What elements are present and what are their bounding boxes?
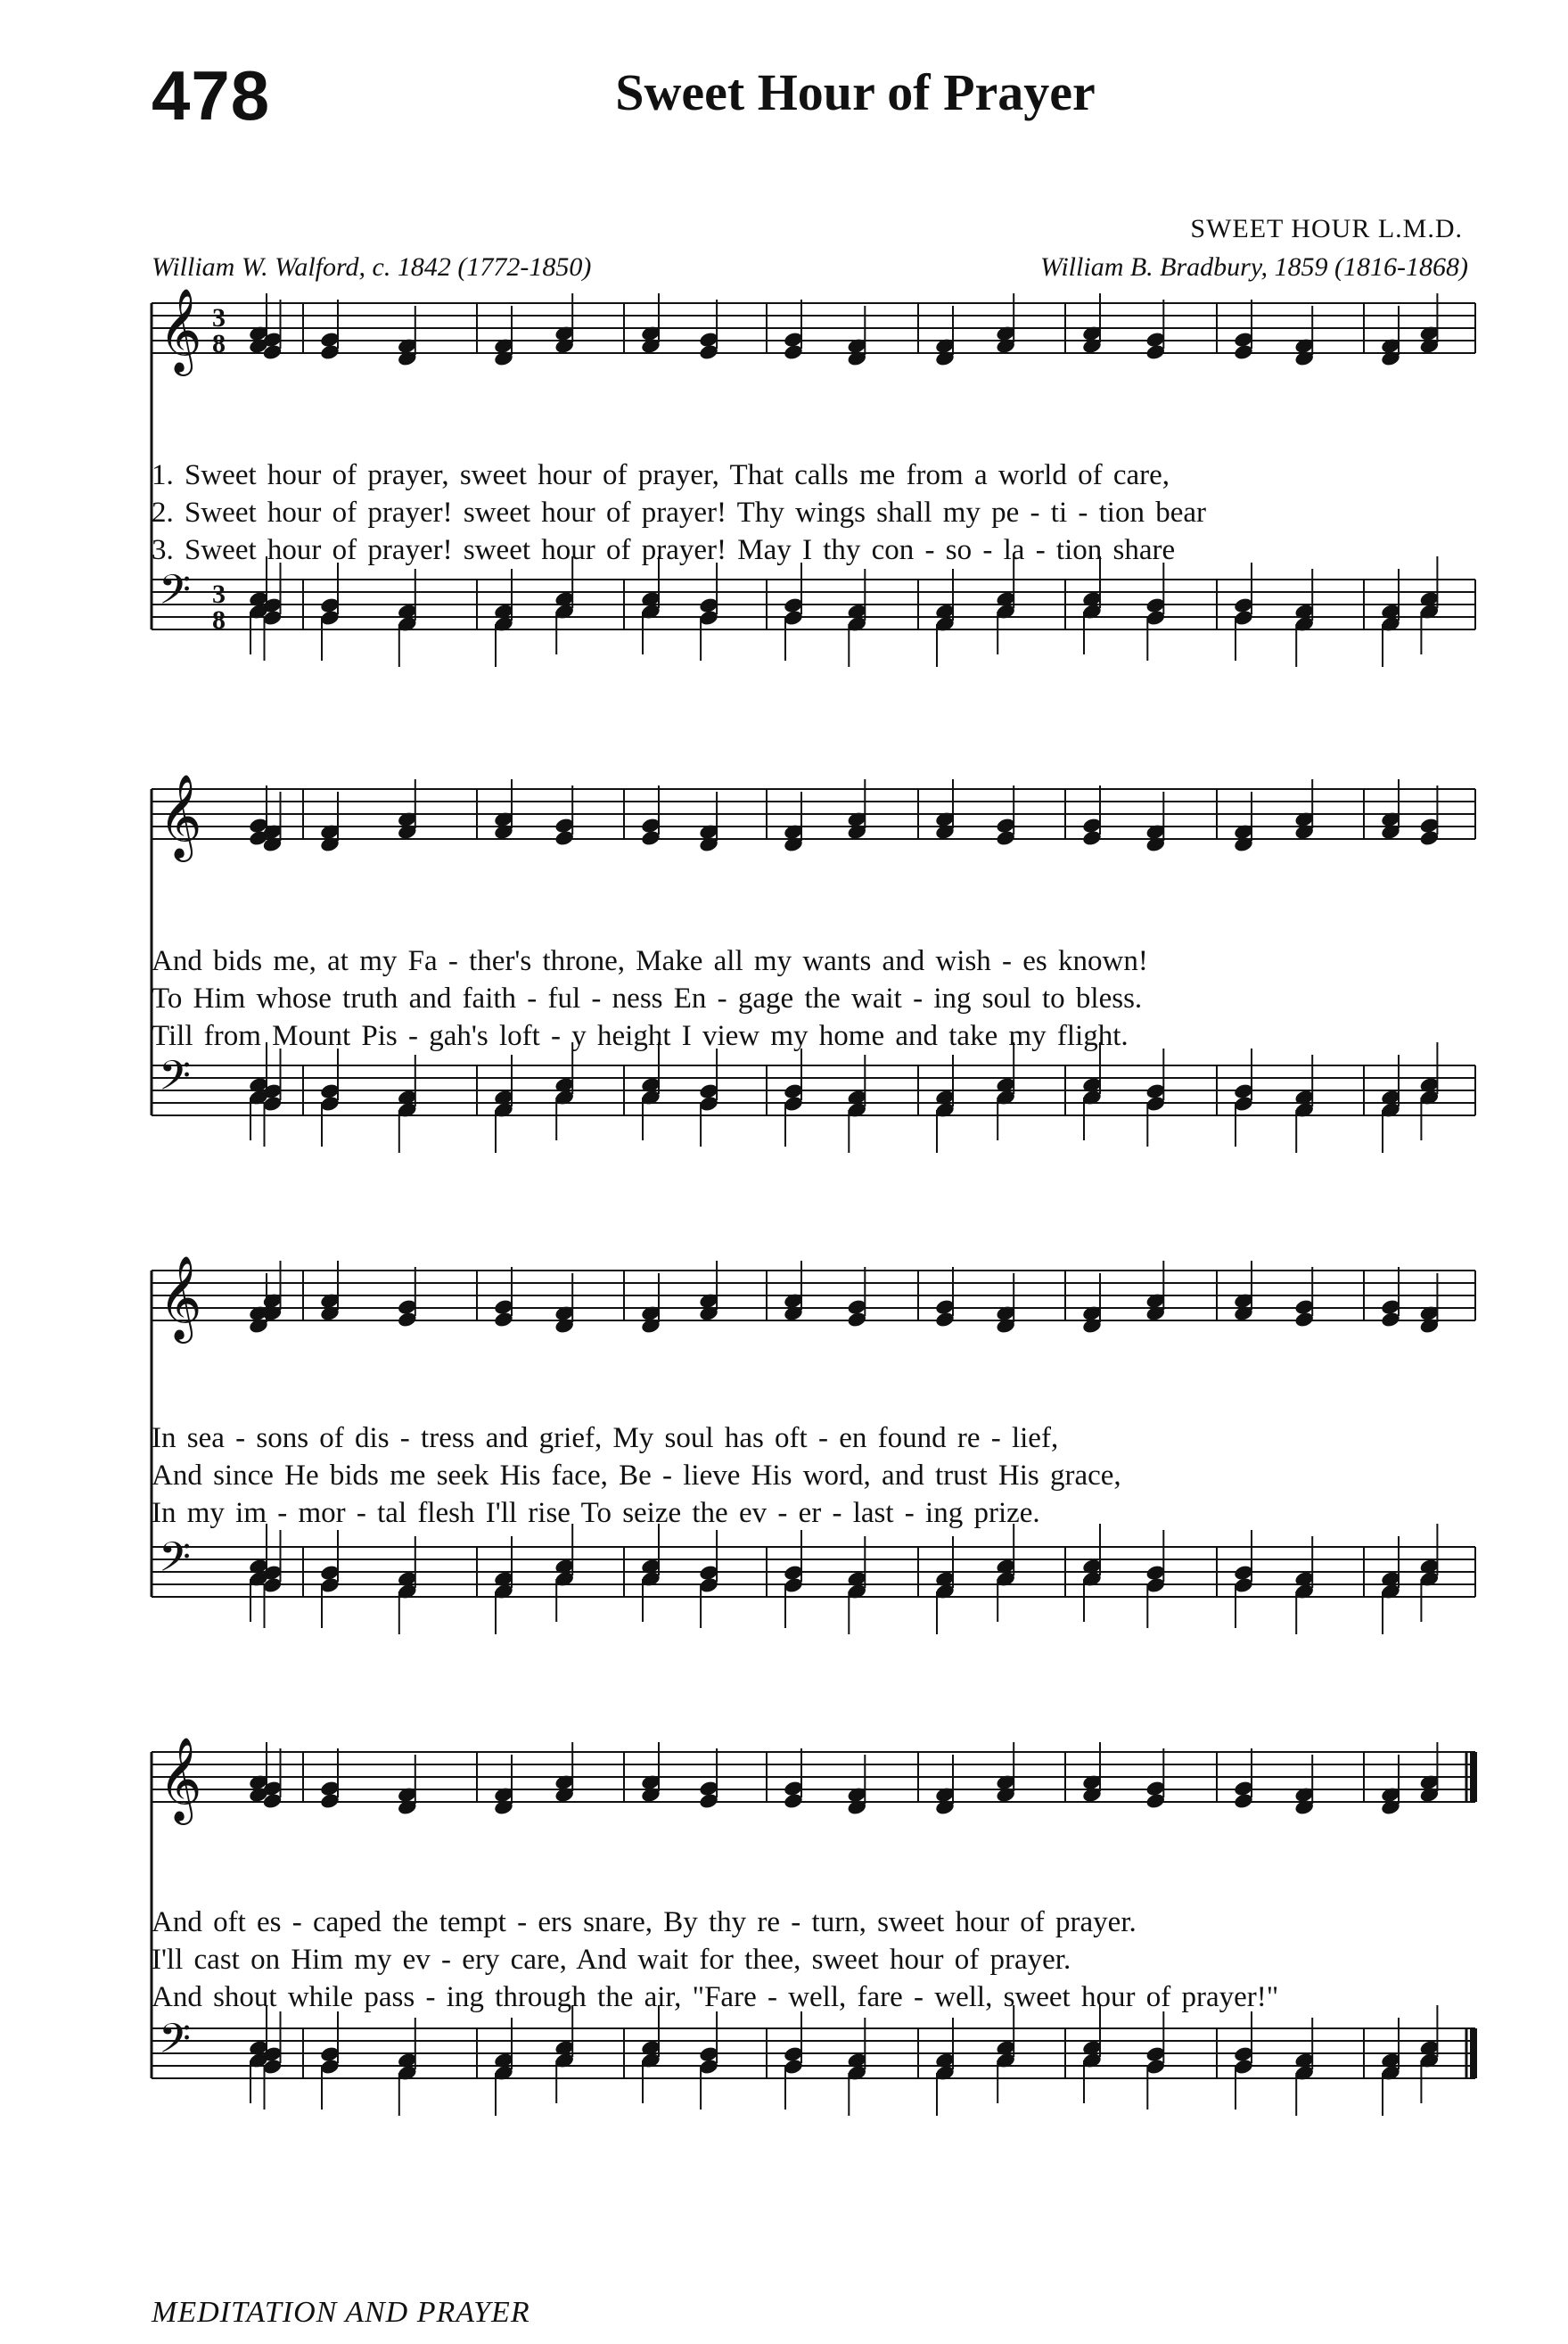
treble-clef-icon: 𝄞 — [159, 1737, 202, 1822]
lyric-line: Till from Mount Pis - gah's loft - y height I view my home and take my flight. — [152, 1020, 1129, 1052]
hymn-number: 478 — [152, 56, 271, 135]
hymn-title: Sweet Hour of Prayer — [615, 63, 1096, 121]
time-signature-top: 3 — [212, 580, 226, 609]
lyric-line: 2. Sweet hour of prayer! sweet hour of prayer! Thy wings shall my pe - ti - tion bear — [152, 497, 1206, 529]
tune-name: SWEET HOUR L.M.D. — [1190, 214, 1463, 243]
words-credit: William W. Walford, c. 1842 (1772-1850) — [152, 252, 592, 282]
bass-clef-icon: 𝄢 — [159, 1534, 192, 1591]
bass-clef-icon: 𝄢 — [159, 2015, 192, 2073]
treble-clef-icon: 𝄞 — [159, 1255, 202, 1340]
lyric-line: 1. Sweet hour of prayer, sweet hour of prayer, That calls me from a world of care, — [152, 459, 1170, 491]
treble-clef-icon: 𝄞 — [159, 774, 202, 859]
treble-clef-icon: 𝄞 — [159, 288, 202, 373]
music-credit: William B. Bradbury, 1859 (1816-1868) — [1040, 252, 1468, 282]
lyric-line: And since He bids me seek His face, Be - lieve His word, and trust His grace, — [152, 1460, 1121, 1492]
lyric-line: And bids me, at my Fa - ther's throne, Make all my wants and wish - es known! — [152, 945, 1148, 977]
time-signature-bottom: 8 — [212, 605, 226, 635]
lyric-line: 3. Sweet hour of prayer! sweet hour of prayer! May I thy con - so - la - tion share — [152, 534, 1176, 566]
time-signature-top: 3 — [212, 303, 226, 333]
bass-clef-icon: 𝄢 — [159, 566, 192, 624]
category-label: MEDITATION AND PRAYER — [152, 2296, 530, 2329]
bass-clef-icon: 𝄢 — [159, 1052, 192, 1110]
lyric-line: To Him whose truth and faith - ful - ness En - gage the wait - ing soul to bless. — [152, 983, 1143, 1015]
lyric-line: And shout while pass - ing through the air, "Fare - well, fare - well, sweet hour of prayer!" — [152, 1981, 1279, 2013]
lyric-line: And oft es - caped the tempt - ers snare, By thy re - turn, sweet hour of prayer. — [152, 1906, 1137, 1938]
lyric-line: I'll cast on Him my ev - ery care, And wait for thee, sweet hour of prayer. — [152, 1944, 1071, 1976]
time-signature-bottom: 8 — [212, 329, 226, 358]
lyric-line: In sea - sons of dis - tress and grief, My soul has oft - en found re - lief, — [152, 1422, 1059, 1454]
lyric-line: In my im - mor - tal flesh I'll rise To seize the ev - er - last - ing prize. — [152, 1497, 1040, 1529]
